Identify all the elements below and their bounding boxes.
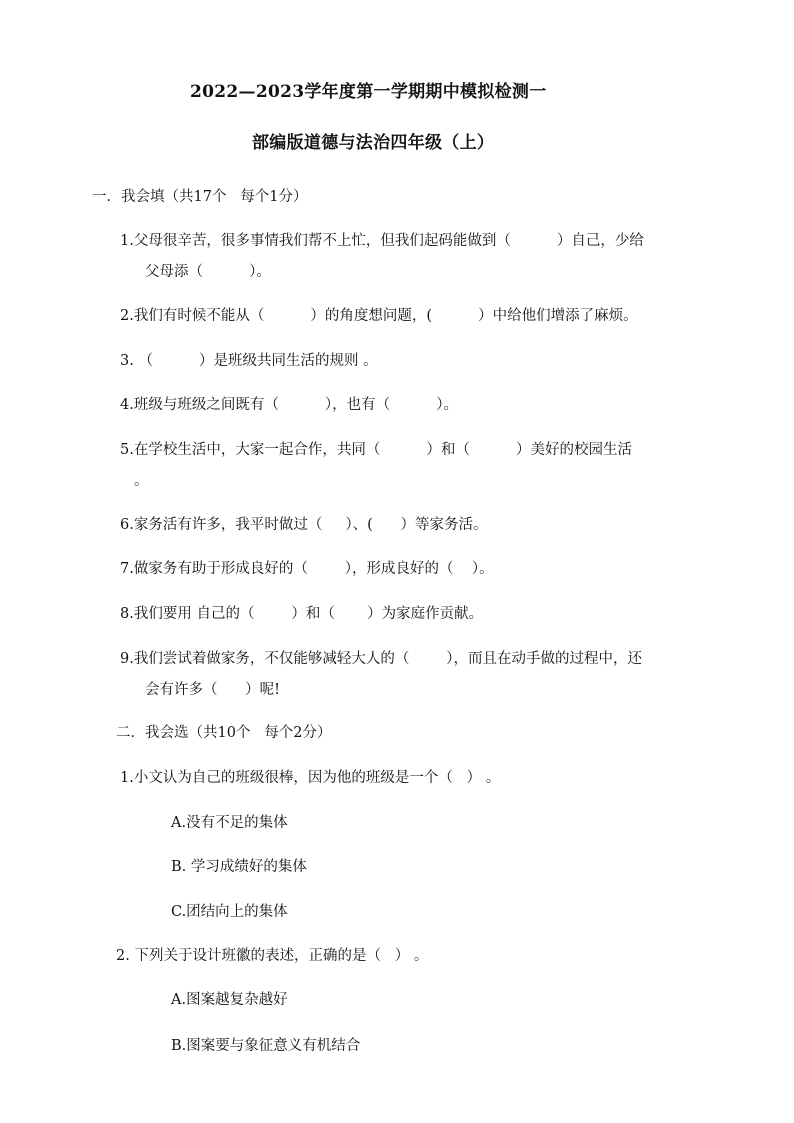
fill-item-2: 2.我们有时候不能从（ ）的角度想问题，( ）中给他们增添了麻烦。: [120, 308, 638, 324]
choice-question-2: 2. 下列关于设计班徽的表述，正确的是（ ） 。: [116, 948, 429, 964]
fill-item-9-line-2: 会有许多（ ）呢!: [145, 682, 280, 698]
page-title: 2022—2023学年度第一学期期中模拟检测一: [190, 82, 547, 102]
fill-item-1-line-2: 父母添（ ）。: [145, 264, 271, 280]
choice-1-option-c: C.团结向上的集体: [171, 904, 288, 920]
fill-item-8: 8.我们要用 自己的（ ）和（ ）为家庭作贡献。: [120, 606, 484, 622]
fill-item-3: 3. （ ）是班级共同生活的规则 。: [120, 353, 378, 369]
choice-1-option-a: A.没有不足的集体: [171, 815, 288, 831]
fill-item-5-line-2: 。: [134, 473, 149, 489]
fill-item-4: 4.班级与班级之间既有（ ），也有（ ）。: [120, 397, 459, 413]
choice-2-option-a: A.图案越复杂越好: [171, 992, 288, 1008]
fill-item-1-line-1: 1.父母很辛苦，很多事情我们帮不上忙，但我们起码能做到（ ）自己，少给: [120, 233, 644, 249]
section-heading-fill: 一．我会填（共17个 每个1分）: [92, 189, 308, 205]
section-heading-choice: 二．我会选（共10个 每个2分）: [116, 725, 332, 741]
choice-1-option-b: B. 学习成绩好的集体: [171, 859, 307, 875]
page-subtitle: 部编版道德与法治四年级（上）: [252, 133, 495, 153]
choice-2-option-b: B.图案要与象征意义有机结合: [171, 1038, 361, 1054]
fill-item-7: 7.做家务有助于形成良好的（ ），形成良好的（ ）。: [120, 561, 494, 577]
choice-question-1: 1.小文认为自己的班级很棒，因为他的班级是一个（ ） 。: [120, 770, 501, 786]
fill-item-9-line-1: 9.我们尝试着做家务，不仅能够减轻大人的（ ），而且在动手做的过程中，还: [120, 651, 642, 667]
fill-item-6: 6.家务活有许多，我平时做过（ ）、( ）等家务活。: [120, 517, 488, 533]
fill-item-5-line-1: 5.在学校生活中，大家一起合作，共同（ ）和（ ）美好的校园生活: [120, 442, 633, 458]
